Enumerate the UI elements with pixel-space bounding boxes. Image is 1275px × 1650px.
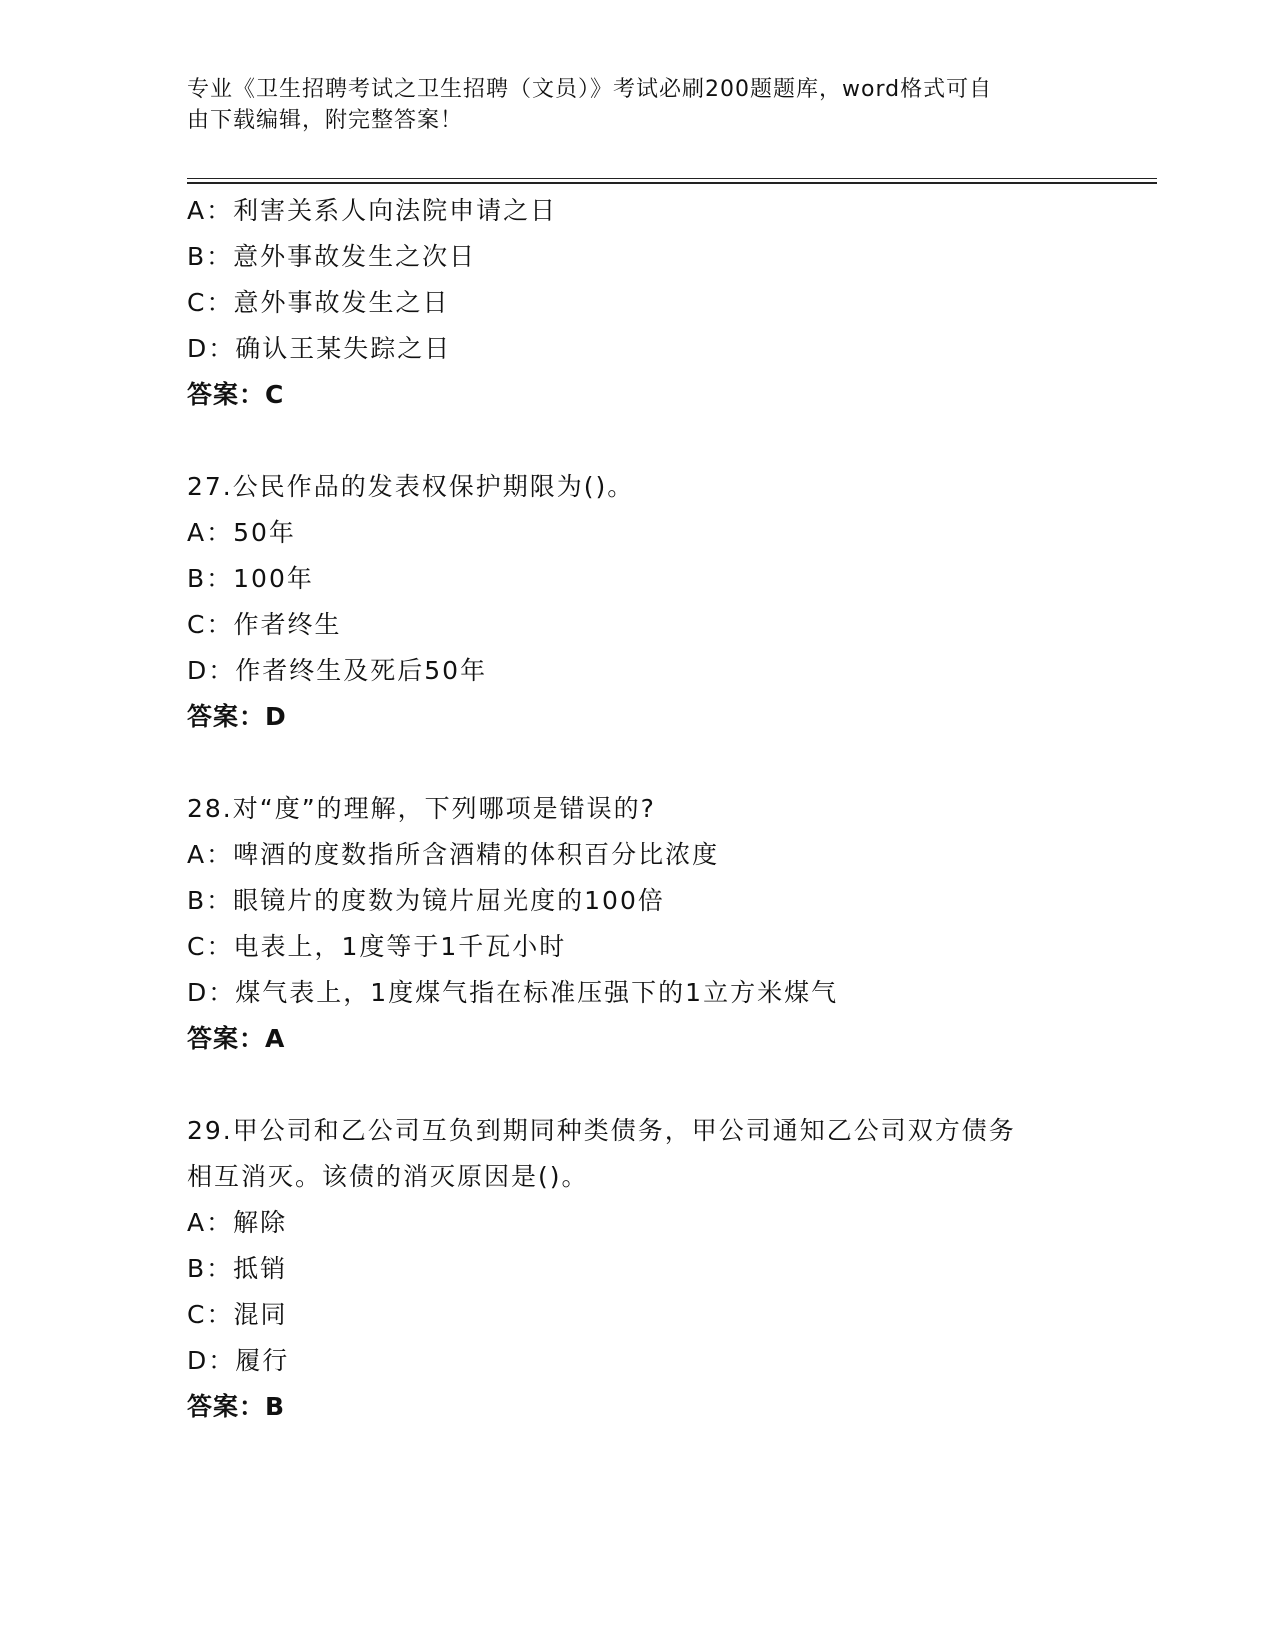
question-stem: 27.公民作品的发表权保护期限为()。 [187,472,635,501]
option-b: B：100年 [187,564,314,593]
question-block-26 [187,188,1087,418]
option-d: D：确认王某失踪之日 [187,334,452,363]
header-line-1: 专业《卫生招聘考试之卫生招聘（文员）》考试必刷200题题库，word格式可自 [187,77,993,102]
header-divider-thin [187,178,1157,179]
question-block-27 [187,464,1087,740]
header-divider-thick [187,182,1157,184]
option-c: C：意外事故发生之日 [187,288,450,317]
option-a: A：啤酒的度数指所含酒精的体积百分比浓度 [187,840,720,869]
spacer [187,740,1087,786]
option-a: A：解除 [187,1208,288,1237]
question-block-28 [187,786,1087,1062]
option-d: D：作者终生及死后50年 [187,656,488,685]
option-c: C：混同 [187,1300,288,1329]
option-a: A：50年 [187,518,296,547]
answer-line: 答案：C [187,380,285,409]
option-b: B：抵销 [187,1254,288,1283]
option-c: C：电表上，1度等于1千瓦小时 [187,932,567,961]
question-block-29 [187,1108,1087,1430]
question-stem: 28.对“度”的理解，下列哪项是错误的? [187,794,656,823]
header-line-2: 由下载编辑，附完整答案！ [187,108,464,133]
document-header [187,74,1077,136]
answer-line: 答案：D [187,702,287,731]
option-c: C：作者终生 [187,610,342,639]
answer-line: 答案：B [187,1392,286,1421]
question-stem: 29.甲公司和乙公司互负到期同种类债务，甲公司通知乙公司双方债务 [187,1116,1016,1145]
spacer [187,418,1087,464]
option-d: D：煤气表上，1度煤气指在标准压强下的1立方米煤气 [187,978,839,1007]
spacer [187,1062,1087,1108]
option-b: B：眼镜片的度数为镜片屈光度的100倍 [187,886,665,915]
option-d: D：履行 [187,1346,290,1375]
question-list [187,188,1087,1430]
option-a: A：利害关系人向法院申请之日 [187,196,558,225]
option-b: B：意外事故发生之次日 [187,242,477,271]
answer-line: 答案：A [187,1024,286,1053]
question-stem-continued: 相互消灭。该债的消灭原因是()。 [187,1162,589,1191]
